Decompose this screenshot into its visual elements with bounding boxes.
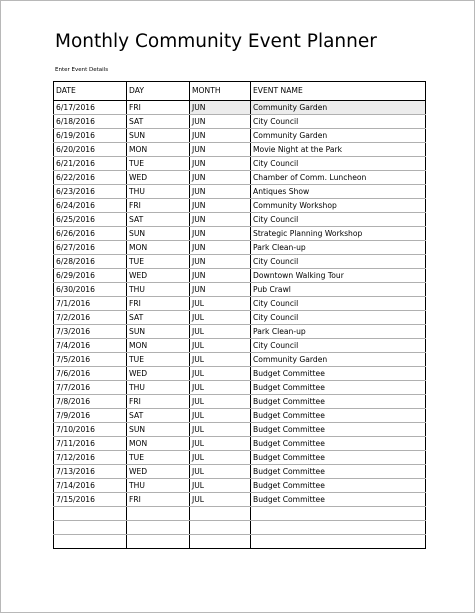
day-cell[interactable]: SUN: [127, 325, 190, 339]
event-name-cell[interactable]: Park Clean-up: [251, 241, 426, 255]
event-name-cell[interactable]: Pub Crawl: [251, 283, 426, 297]
event-name-cell[interactable]: Community Garden: [251, 129, 426, 143]
date-cell[interactable]: 6/29/2016: [54, 269, 127, 283]
month-cell[interactable]: JUN: [190, 157, 251, 171]
month-cell[interactable]: JUN: [190, 213, 251, 227]
table-row: [54, 535, 426, 549]
day-cell[interactable]: SAT: [127, 115, 190, 129]
date-cell[interactable]: 6/22/2016: [54, 171, 127, 185]
date-cell[interactable]: 7/4/2016: [54, 339, 127, 353]
date-cell[interactable]: 7/12/2016: [54, 451, 127, 465]
month-cell[interactable]: JUL: [190, 451, 251, 465]
day-cell[interactable]: [127, 535, 190, 549]
table-row: [54, 269, 426, 283]
date-cell[interactable]: 6/19/2016: [54, 129, 127, 143]
table-row: [54, 409, 426, 423]
header-row: [54, 82, 426, 101]
event-name-cell[interactable]: [251, 521, 426, 535]
event-name-cell[interactable]: Budget Committee: [251, 479, 426, 493]
table-row: [54, 325, 426, 339]
table-row: [54, 157, 426, 171]
day-cell[interactable]: [127, 521, 190, 535]
date-cell[interactable]: 6/30/2016: [54, 283, 127, 297]
month-cell[interactable]: JUN: [190, 255, 251, 269]
day-cell[interactable]: SUN: [127, 129, 190, 143]
month-cell[interactable]: JUN: [190, 283, 251, 297]
event-name-cell[interactable]: Antiques Show: [251, 185, 426, 199]
event-name-cell[interactable]: Budget Committee: [251, 409, 426, 423]
event-name-cell[interactable]: City Council: [251, 157, 426, 171]
date-cell[interactable]: 7/15/2016: [54, 493, 127, 507]
month-cell[interactable]: JUL: [190, 395, 251, 409]
date-cell[interactable]: 7/3/2016: [54, 325, 127, 339]
day-cell[interactable]: MON: [127, 339, 190, 353]
date-cell[interactable]: 6/27/2016: [54, 241, 127, 255]
month-cell[interactable]: JUL: [190, 479, 251, 493]
month-cell[interactable]: JUL: [190, 367, 251, 381]
day-cell[interactable]: TUE: [127, 157, 190, 171]
event-name-cell[interactable]: Community Garden: [251, 353, 426, 367]
event-name-cell[interactable]: Budget Committee: [251, 437, 426, 451]
event-name-cell[interactable]: Budget Committee: [251, 493, 426, 507]
date-cell[interactable]: [54, 521, 127, 535]
date-cell[interactable]: 6/17/2016: [54, 101, 127, 115]
page-title: Monthly Community Event Planner: [55, 31, 377, 52]
date-cell[interactable]: 6/28/2016: [54, 255, 127, 269]
table-row: [54, 367, 426, 381]
month-cell[interactable]: JUL: [190, 437, 251, 451]
table-row: [54, 199, 426, 213]
event-name-cell[interactable]: Budget Committee: [251, 395, 426, 409]
date-cell[interactable]: 7/14/2016: [54, 479, 127, 493]
month-cell[interactable]: JUL: [190, 339, 251, 353]
month-cell[interactable]: JUN: [190, 199, 251, 213]
column-header-date: DATE: [54, 82, 127, 101]
table-row: [54, 465, 426, 479]
month-cell[interactable]: [190, 535, 251, 549]
month-cell[interactable]: JUN: [190, 115, 251, 129]
day-cell[interactable]: FRI: [127, 395, 190, 409]
event-name-cell[interactable]: Chamber of Comm. Luncheon: [251, 171, 426, 185]
month-cell[interactable]: JUL: [190, 353, 251, 367]
date-cell[interactable]: 7/6/2016: [54, 367, 127, 381]
day-cell[interactable]: SAT: [127, 311, 190, 325]
table-row: [54, 171, 426, 185]
day-cell[interactable]: FRI: [127, 297, 190, 311]
column-header-event-name: EVENT NAME: [251, 82, 426, 101]
day-cell[interactable]: FRI: [127, 199, 190, 213]
date-cell[interactable]: 6/25/2016: [54, 213, 127, 227]
date-cell[interactable]: [54, 507, 127, 521]
table-row: [54, 451, 426, 465]
month-cell[interactable]: JUL: [190, 423, 251, 437]
date-cell[interactable]: 7/5/2016: [54, 353, 127, 367]
day-cell[interactable]: WED: [127, 367, 190, 381]
month-cell[interactable]: JUN: [190, 143, 251, 157]
date-cell[interactable]: 7/9/2016: [54, 409, 127, 423]
date-cell[interactable]: 6/26/2016: [54, 227, 127, 241]
day-cell[interactable]: SUN: [127, 423, 190, 437]
day-cell[interactable]: FRI: [127, 493, 190, 507]
table-row: [54, 227, 426, 241]
date-cell[interactable]: 6/20/2016: [54, 143, 127, 157]
day-cell[interactable]: TUE: [127, 451, 190, 465]
date-cell[interactable]: 7/8/2016: [54, 395, 127, 409]
event-name-cell[interactable]: Park Clean-up: [251, 325, 426, 339]
table-row: [54, 521, 426, 535]
column-header-day: DAY: [127, 82, 190, 101]
date-cell[interactable]: [54, 535, 127, 549]
table-row: [54, 381, 426, 395]
event-name-cell[interactable]: City Council: [251, 115, 426, 129]
day-cell[interactable]: TUE: [127, 255, 190, 269]
table-row: [54, 283, 426, 297]
month-cell[interactable]: JUL: [190, 493, 251, 507]
event-name-cell[interactable]: City Council: [251, 311, 426, 325]
table-body: [54, 101, 426, 549]
month-cell[interactable]: JUN: [190, 269, 251, 283]
table-row: [54, 437, 426, 451]
table-row: [54, 507, 426, 521]
table-row: [54, 129, 426, 143]
day-cell[interactable]: WED: [127, 465, 190, 479]
table-row: [54, 297, 426, 311]
month-cell[interactable]: [190, 521, 251, 535]
event-name-cell[interactable]: City Council: [251, 339, 426, 353]
event-name-cell[interactable]: Community Workshop: [251, 199, 426, 213]
month-cell[interactable]: JUL: [190, 311, 251, 325]
event-name-cell[interactable]: Budget Committee: [251, 465, 426, 479]
table-row: [54, 255, 426, 269]
month-cell[interactable]: JUN: [190, 241, 251, 255]
day-cell[interactable]: SUN: [127, 227, 190, 241]
day-cell[interactable]: TUE: [127, 353, 190, 367]
table-row: [54, 395, 426, 409]
date-cell[interactable]: 7/2/2016: [54, 311, 127, 325]
table-row: [54, 353, 426, 367]
day-cell[interactable]: SAT: [127, 213, 190, 227]
date-cell[interactable]: 6/24/2016: [54, 199, 127, 213]
event-name-cell[interactable]: Community Garden: [251, 101, 426, 115]
table-row: [54, 479, 426, 493]
table-row: [54, 423, 426, 437]
table-row: [54, 185, 426, 199]
event-name-cell[interactable]: Budget Committee: [251, 423, 426, 437]
table-row: [54, 241, 426, 255]
event-name-cell[interactable]: Strategic Planning Workshop: [251, 227, 426, 241]
date-cell[interactable]: 7/10/2016: [54, 423, 127, 437]
instruction-label: Enter Event Details: [55, 67, 109, 73]
date-cell[interactable]: 7/7/2016: [54, 381, 127, 395]
table-row: [54, 493, 426, 507]
date-cell[interactable]: 6/23/2016: [54, 185, 127, 199]
table-row: [54, 143, 426, 157]
day-cell[interactable]: WED: [127, 269, 190, 283]
table-row: [54, 311, 426, 325]
month-cell[interactable]: JUL: [190, 297, 251, 311]
day-cell[interactable]: [127, 507, 190, 521]
table-row: [54, 115, 426, 129]
day-cell[interactable]: THU: [127, 283, 190, 297]
event-name-cell[interactable]: City Council: [251, 255, 426, 269]
day-cell[interactable]: THU: [127, 381, 190, 395]
date-cell[interactable]: 6/18/2016: [54, 115, 127, 129]
date-cell[interactable]: 7/11/2016: [54, 437, 127, 451]
day-cell[interactable]: MON: [127, 241, 190, 255]
event-name-cell[interactable]: [251, 507, 426, 521]
event-name-cell[interactable]: City Council: [251, 213, 426, 227]
date-cell[interactable]: 7/13/2016: [54, 465, 127, 479]
month-cell[interactable]: JUN: [190, 129, 251, 143]
day-cell[interactable]: WED: [127, 171, 190, 185]
event-table: [53, 81, 426, 549]
day-cell[interactable]: THU: [127, 185, 190, 199]
month-cell[interactable]: JUN: [190, 171, 251, 185]
month-cell[interactable]: [190, 507, 251, 521]
month-cell[interactable]: JUN: [190, 101, 251, 115]
event-name-cell[interactable]: Movie Night at the Park: [251, 143, 426, 157]
month-cell[interactable]: JUN: [190, 185, 251, 199]
column-header-month: MONTH: [190, 82, 251, 101]
month-cell[interactable]: JUL: [190, 409, 251, 423]
day-cell[interactable]: MON: [127, 143, 190, 157]
date-cell[interactable]: 7/1/2016: [54, 297, 127, 311]
month-cell[interactable]: JUL: [190, 325, 251, 339]
event-name-cell[interactable]: Budget Committee: [251, 367, 426, 381]
table-row: [54, 339, 426, 353]
month-cell[interactable]: JUL: [190, 381, 251, 395]
event-name-cell[interactable]: Budget Committee: [251, 451, 426, 465]
event-name-cell[interactable]: Downtown Walking Tour: [251, 269, 426, 283]
month-cell[interactable]: JUN: [190, 227, 251, 241]
day-cell[interactable]: THU: [127, 479, 190, 493]
day-cell[interactable]: MON: [127, 437, 190, 451]
event-name-cell[interactable]: City Council: [251, 297, 426, 311]
event-name-cell[interactable]: Budget Committee: [251, 381, 426, 395]
day-cell[interactable]: SAT: [127, 409, 190, 423]
day-cell[interactable]: FRI: [127, 101, 190, 115]
table-row: [54, 101, 426, 115]
date-cell[interactable]: 6/21/2016: [54, 157, 127, 171]
month-cell[interactable]: JUL: [190, 465, 251, 479]
event-name-cell[interactable]: [251, 535, 426, 549]
table-row: [54, 213, 426, 227]
